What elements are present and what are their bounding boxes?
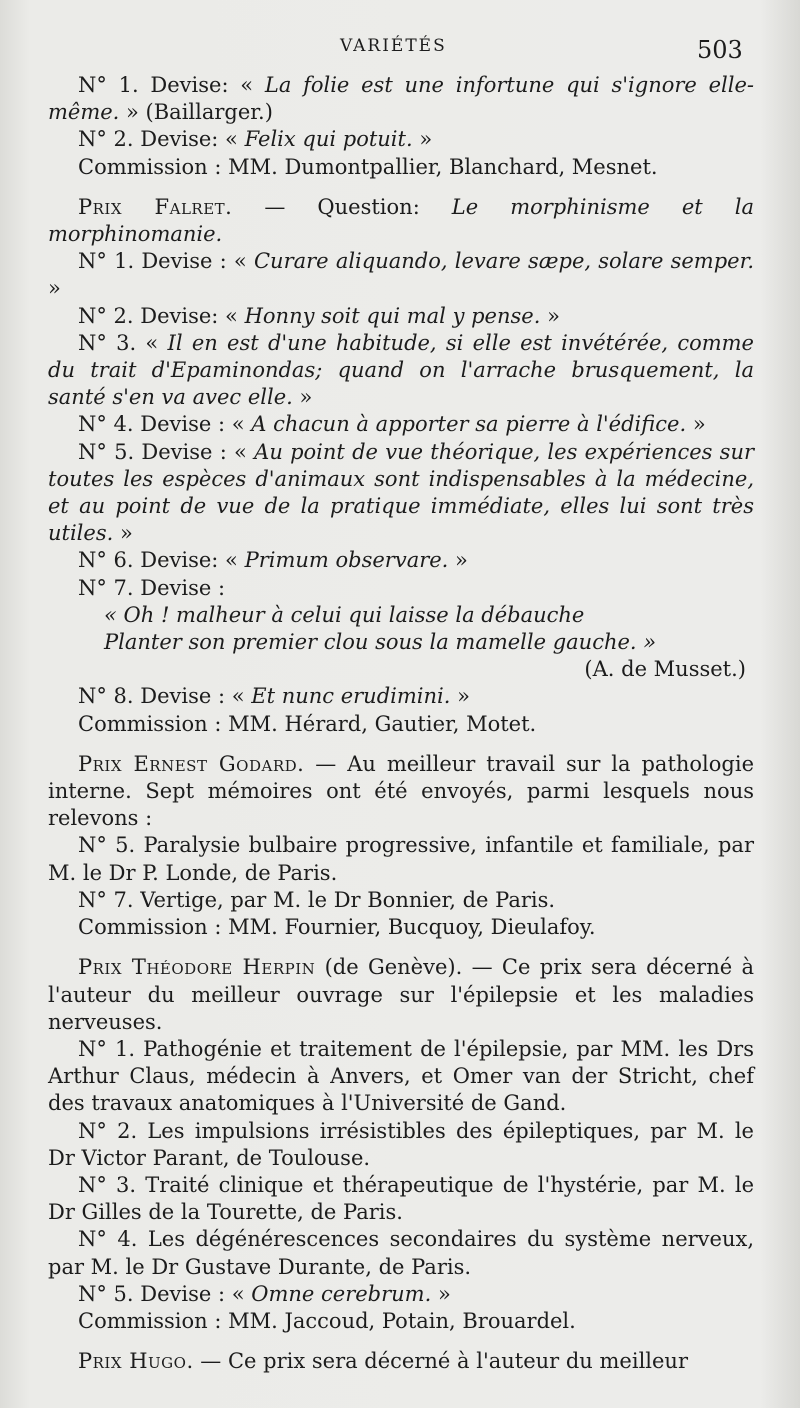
paragraph: N° 5. Devise : « Omne cerebrum. » (78, 1281, 451, 1306)
running-header: VARIÉTÉS (340, 36, 447, 56)
paragraph: N° 7. Devise : (78, 575, 226, 600)
verse-line: « Oh ! malheur à celui qui laisse la débauche (104, 602, 585, 627)
paragraph: N° 2. Devise: « Felix qui potuit. » (78, 127, 433, 152)
paragraph: N° 7. Vertige, par M. le Dr Bonnier, de Paris. (78, 887, 556, 912)
page-number: 503 (697, 36, 743, 64)
paragraph: N° 5. Devise : « Au point de vue théorique, les expériences sur toutes les espèces d'animaux sont indispensables à la médecine, et au point de vue de la pratique immédiate, elles lui sont très utiles. » (48, 439, 755, 546)
paragraph: N° 4. Les dégénérescences secondaires du système nerveux, par M. le Dr Gustave Durante, de Paris. (48, 1227, 754, 1279)
paragraph: N° 6. Devise: « Primum observare. » (78, 548, 468, 573)
page-body (48, 72, 754, 1375)
paragraph: N° 3. Traité clinique et thérapeutique de l'hystérie, par M. le Dr Gilles de la Tourette, de Paris. (48, 1172, 754, 1225)
paragraph: N° 2. Devise: « Honny soit qui mal y pense. » (78, 303, 560, 328)
paragraph: Commission : MM. Fournier, Bucquoy, Dieulafoy. (78, 915, 596, 940)
verse-line: Planter son premier clou sous la mamelle gauche. » (104, 630, 657, 655)
paragraph: N° 4. Devise : « A chacun à apporter sa pierre à l'édifice. » (78, 412, 706, 437)
paragraph: Commission : MM. Hérard, Gautier, Motet. (78, 711, 537, 736)
paragraph: Commission : MM. Dumontpallier, Blanchard, Mesnet. (78, 154, 658, 179)
prize-heading: Prix Théodore Herpin (de Genève). — Ce prix sera décerné à l'auteur du meilleur ouvrage sur l'épilepsie et les maladies nerveuses. (48, 955, 755, 1034)
paragraph: N° 1. Devise : « Curare aliquando, levare sæpe, solare semper. » (48, 249, 754, 301)
paragraph: N° 3. « Il en est d'une habitude, si elle est invétérée, comme du trait d'Epaminondas; quand on l'arrache brusquement, la santé s'en va avec elle. » (48, 330, 754, 410)
prize-heading: Prix Hugo. — Ce prix sera décerné à l'auteur du meilleur (78, 1349, 688, 1374)
paragraph: N° 2. Les impulsions irrésistibles des épileptiques, par M. le Dr Victor Parant, de Toulouse. (48, 1118, 754, 1170)
paragraph: N° 8. Devise : « Et nunc erudimini. » (78, 684, 470, 709)
paragraph: N° 1. Devise: « La folie est une infortune qui s'ignore elle-même. » (Baillarger.) (48, 73, 754, 125)
paragraph: Commission : MM. Jaccoud, Potain, Brouardel. (78, 1308, 576, 1333)
paragraph: N° 1. Pathogénie et traitement de l'épilepsie, par MM. les Drs Arthur Claus, médecin à Anvers, et Omer van der Stricht, chef des travaux anatomiques à l'Université de Gand. (48, 1036, 754, 1116)
paragraph: N° 5. Paralysie bulbaire progressive, infantile et familiale, par M. le Dr P. Londe, de Paris. (48, 833, 754, 885)
verse-attribution: (A. de Musset.) (584, 657, 746, 682)
prize-heading: Prix Falret. — Question: Le morphinisme et la morphinomanie. (48, 194, 755, 247)
prize-heading: Prix Ernest Godard. — Au meilleur travail sur la pathologie interne. Sept mémoires ont été envoyés, parmi lesquels nous relevons : (48, 751, 754, 831)
